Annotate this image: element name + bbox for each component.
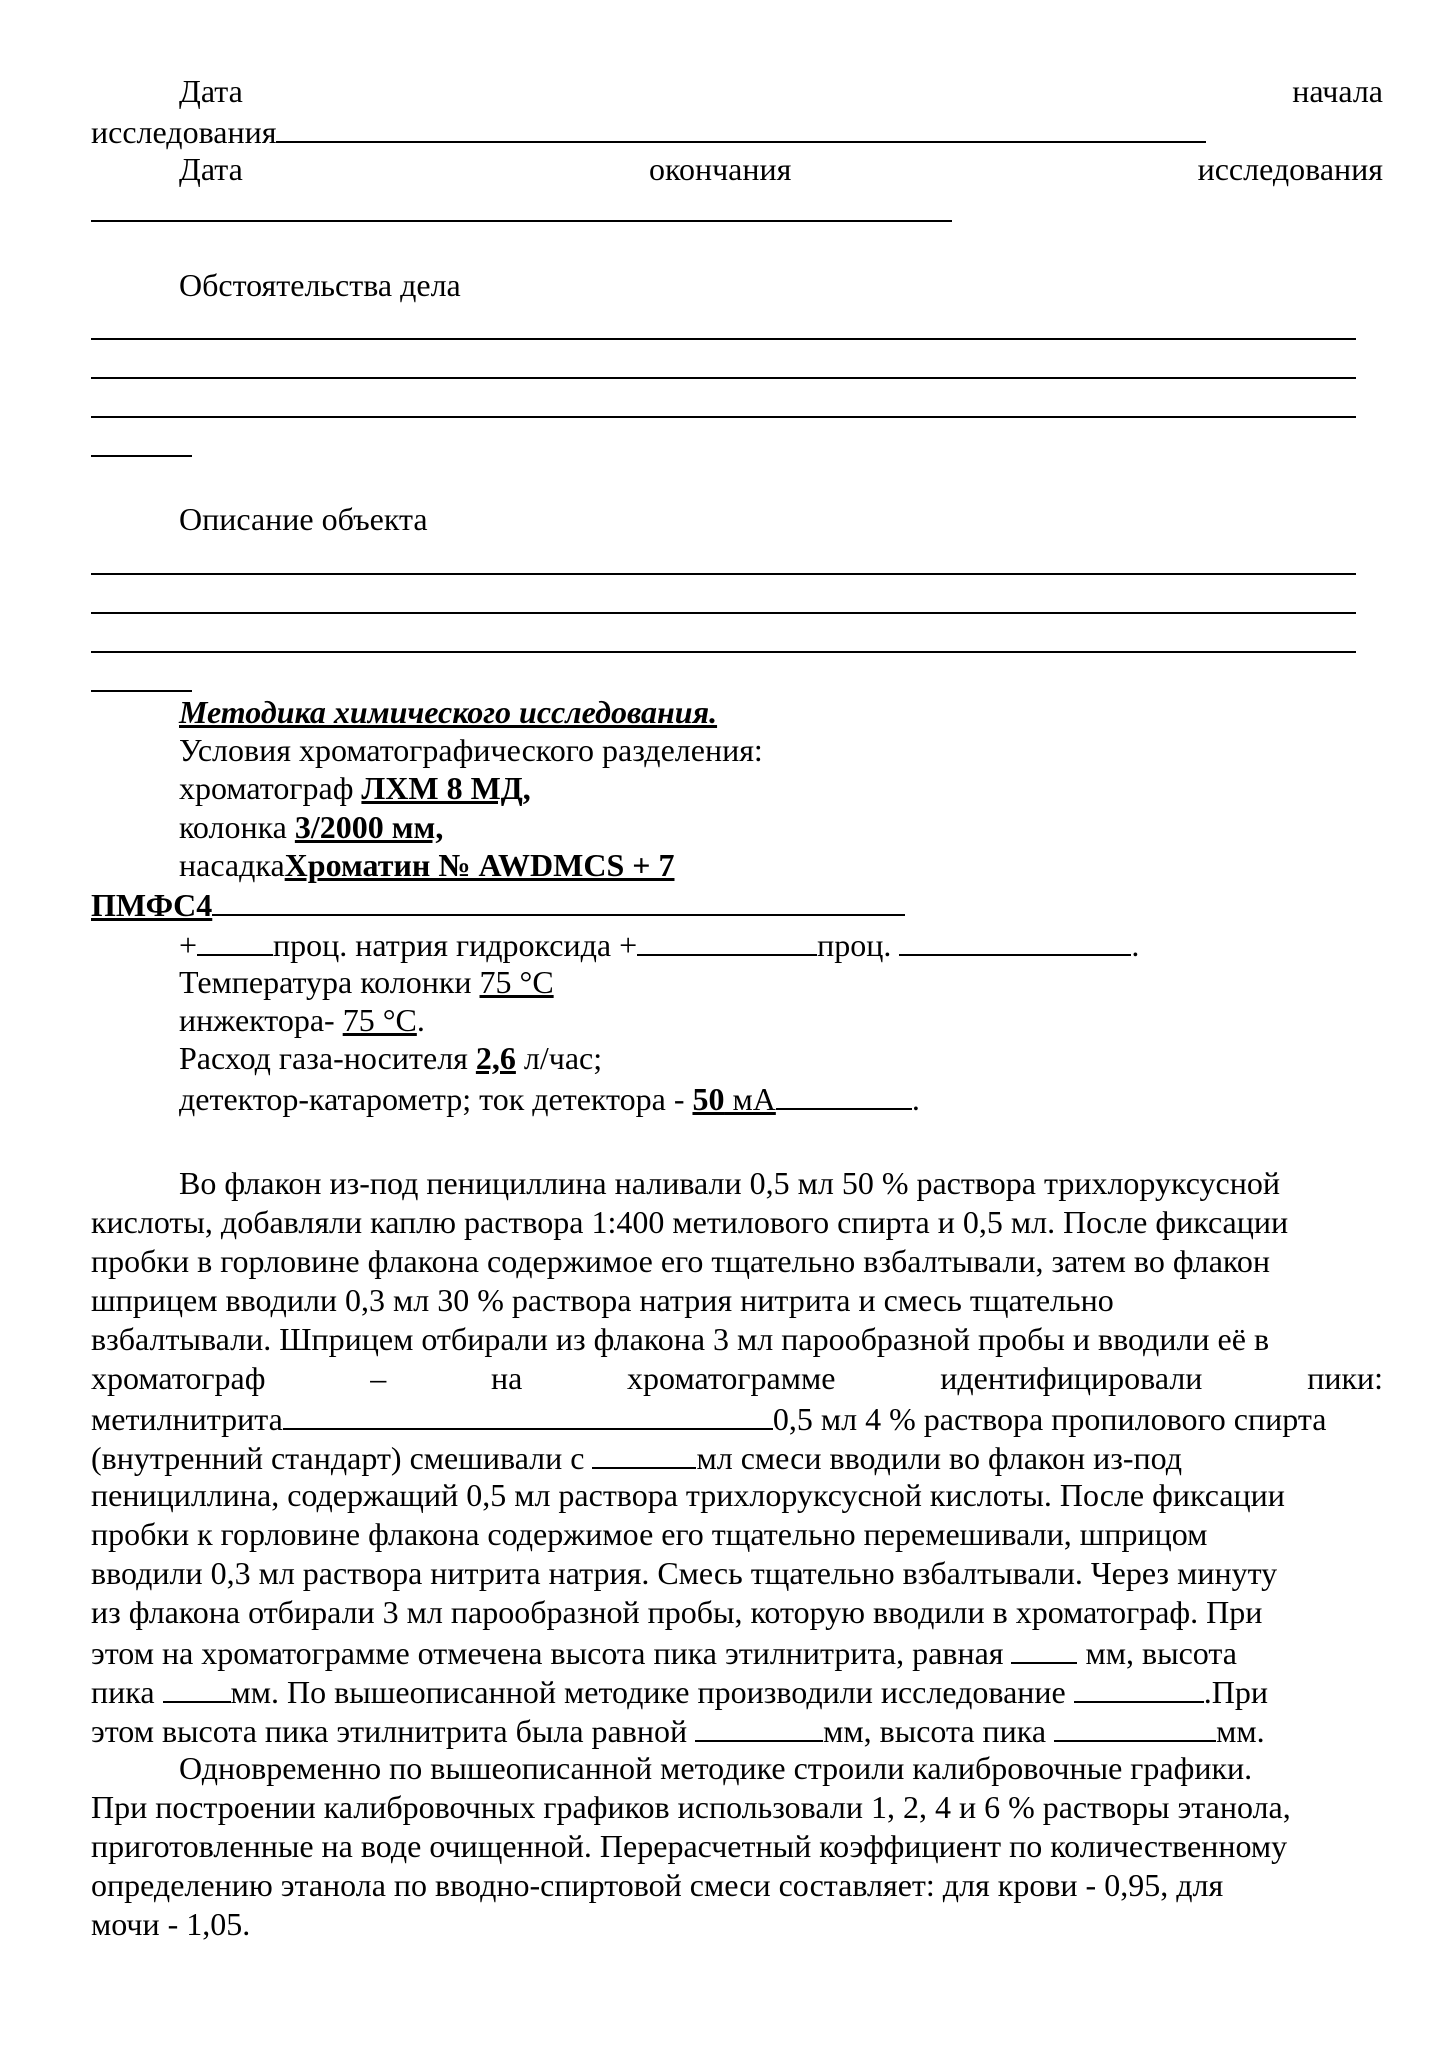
conditions-line <box>91 731 1383 769</box>
object-label: Описание объекта <box>179 501 428 537</box>
body-text: Во флакон из-под пенициллина наливали 0,5 мл 50 % раствора трихлоруксусной <box>179 1165 1280 1201</box>
injector-temp-value: 75 °С <box>342 1002 417 1038</box>
reagent-proc: проц. <box>817 927 900 963</box>
method-title-line <box>91 693 1383 731</box>
case-label: Обстоятельства дела <box>179 267 461 303</box>
body-line <box>91 1827 1383 1865</box>
detector-label: детектор-катарометр; ток детектора - <box>179 1081 693 1117</box>
packing-field[interactable] <box>212 884 905 916</box>
body-text: приготовленные на воде очищенной. Перерасчетный коэффициент по количественному <box>91 1828 1288 1864</box>
body-text: мм, высота пика <box>823 1713 1055 1749</box>
body-text: пики: <box>1307 1360 1383 1396</box>
body-text: из флакона отбирали 3 мл парообразной пробы, которую вводили в хроматограф. При <box>91 1594 1263 1630</box>
body-line <box>91 1437 1383 1475</box>
end-date-word-3: исследования <box>1197 151 1383 187</box>
body-line <box>91 1164 1383 1202</box>
reagent-plus: + <box>179 927 198 963</box>
column-temp-label: Температура колонки <box>179 964 480 1000</box>
injector-temp-line <box>91 1001 1383 1039</box>
body-line <box>91 1359 1383 1397</box>
column-temp-value: 75 °С <box>479 964 554 1000</box>
body-text: кислоты, добавляли каплю раствора 1:400 метилового спирта и 0,5 мл. После фиксации <box>91 1204 1289 1240</box>
body-text: определению этанола по вводно-спиртовой смеси составляет: для крови - 0,95, для <box>91 1867 1224 1903</box>
body-line <box>91 1320 1383 1358</box>
detector-value: 50 <box>692 1081 725 1117</box>
body-text: мм, высота <box>1077 1635 1237 1671</box>
detector-unit: мА <box>724 1081 776 1117</box>
body-line <box>91 1749 1383 1787</box>
object-line-2[interactable] <box>91 612 1356 614</box>
reagent-mid: проц. натрия гидроксида + <box>273 927 638 963</box>
body-text: мм. По вышеописанной методике производили исследование <box>230 1674 1074 1710</box>
gas-flow-value: 2,6 <box>475 1040 516 1076</box>
end-date-word-2: окончания <box>649 151 792 187</box>
chromatograph-value: ЛХМ 8 МД, <box>361 770 531 806</box>
reagent-field-3[interactable] <box>899 924 1131 956</box>
ethylnitrite-height-field[interactable] <box>1011 1632 1077 1664</box>
packing-line-1 <box>91 846 1383 884</box>
body-line <box>91 1398 1383 1436</box>
body-text: мл смеси вводили во флакон из-под <box>696 1440 1182 1476</box>
packing-value-2: ПМФС4 <box>91 887 213 923</box>
body-line <box>91 1593 1383 1631</box>
column-value: 3/2000 мм, <box>294 809 444 845</box>
body-line <box>91 1476 1383 1514</box>
body-line <box>91 1632 1383 1670</box>
body-text: пенициллина, содержащий 0,5 мл раствора трихлоруксусной кислоты. После фиксации <box>91 1477 1285 1513</box>
body-line <box>91 1866 1383 1904</box>
body-line <box>91 1203 1383 1241</box>
injector-temp-label: инжектора- <box>179 1002 343 1038</box>
reagent-dot: . <box>1131 927 1140 963</box>
body-line <box>91 1788 1383 1826</box>
detector-end: . <box>911 1081 920 1117</box>
packing-label: насадка <box>179 847 285 883</box>
start-date-line-1 <box>91 72 1383 110</box>
body-line <box>91 1710 1383 1748</box>
body-line <box>91 1281 1383 1319</box>
gas-flow-label: Расход газа-носителя <box>179 1040 476 1076</box>
body-line <box>91 1905 1383 1943</box>
body-text: на <box>490 1360 523 1396</box>
mixture-volume-field[interactable] <box>592 1437 696 1469</box>
column-temp-line <box>91 963 1383 1001</box>
object-line-3[interactable] <box>91 651 1356 653</box>
body-text: метилнитрита <box>91 1401 283 1437</box>
body-text: мм. <box>1216 1713 1265 1749</box>
body-text: хроматограмме <box>627 1360 836 1396</box>
start-date-line-2 <box>91 111 1383 149</box>
case-heading <box>91 266 1383 304</box>
packing-line-2 <box>91 884 1383 922</box>
case-line-4[interactable] <box>91 455 192 457</box>
body-text: (внутренний стандарт) смешивали с <box>91 1440 593 1476</box>
body-text: 0,5 мл 4 % раствора пропилового спирта <box>772 1401 1327 1437</box>
case-line-3[interactable] <box>91 416 1356 418</box>
case-line-1[interactable] <box>91 338 1356 340</box>
body-text: идентифицировали <box>940 1360 1203 1396</box>
body-text: этом на хроматограмме отмечена высота пика этилнитрита, равная <box>91 1635 1012 1671</box>
body-text: При построении калибровочных графиков использовали 1, 2, 4 и 6 % растворы этанола, <box>91 1789 1291 1825</box>
column-line <box>91 808 1383 846</box>
research-object-field[interactable] <box>1074 1671 1204 1703</box>
reagent-line <box>91 924 1383 962</box>
column-label: колонка <box>179 809 295 845</box>
case-line-2[interactable] <box>91 377 1356 379</box>
body-line <box>91 1515 1383 1553</box>
reagent-field-1[interactable] <box>197 924 273 956</box>
body-text: – <box>370 1360 387 1396</box>
body-text: хроматограф <box>91 1360 266 1396</box>
body-text: .При <box>1203 1674 1268 1710</box>
method-title: Методика химического исследования. <box>179 694 718 730</box>
gas-flow-line <box>91 1039 1383 1077</box>
detector-field[interactable] <box>776 1078 912 1110</box>
body-text: пика <box>91 1674 163 1710</box>
object-line-4[interactable] <box>91 690 192 692</box>
body-line <box>91 1242 1383 1280</box>
end-date-field[interactable] <box>91 220 952 222</box>
body-text: вводили 0,3 мл раствора нитрита натрия. Смесь тщательно взбалтывали. Через минуту <box>91 1555 1278 1591</box>
body-text: взбалтывали. Шприцем отбирали из флакона 3 мл парообразной пробы и вводили её в <box>91 1321 1270 1357</box>
chromatograph-label: хроматограф <box>179 770 362 806</box>
peak-height-2-field[interactable] <box>1054 1710 1216 1742</box>
end-date-line-1 <box>91 150 1383 188</box>
detector-line <box>91 1078 1383 1116</box>
conditions-text: Условия хроматографического разделения: <box>179 732 763 768</box>
gas-flow-unit: л/час; <box>515 1040 603 1076</box>
body-line <box>91 1671 1383 1709</box>
start-date-word-1: Дата <box>179 73 243 109</box>
body-text: мочи - 1,05. <box>91 1906 251 1942</box>
end-date-word-1: Дата <box>179 151 243 187</box>
packing-value-1: Хроматин № AWDMCS + 7 <box>284 847 675 883</box>
body-line <box>91 1554 1383 1592</box>
object-line-1[interactable] <box>91 573 1356 575</box>
peak-height-field[interactable] <box>163 1671 231 1703</box>
start-date-field[interactable] <box>276 111 1206 143</box>
ethylnitrite-height-2-field[interactable] <box>695 1710 823 1742</box>
injector-temp-end: . <box>416 1002 425 1038</box>
reagent-field-2[interactable] <box>637 924 817 956</box>
chromatograph-line <box>91 769 1383 807</box>
body-text: Одновременно по вышеописанной методике строили калибровочные графики. <box>179 1750 1253 1786</box>
body-text: пробки к горловине флакона содержимое его тщательно перемешивали, шприцом <box>91 1516 1208 1552</box>
body-text: этом высота пика этилнитрита была равной <box>91 1713 696 1749</box>
start-date-word-3: исследования <box>91 114 277 150</box>
methylnitrite-field[interactable] <box>283 1398 773 1430</box>
object-heading <box>91 500 1383 538</box>
start-date-word-2: начала <box>1292 73 1383 109</box>
body-text: шприцем вводили 0,3 мл 30 % раствора натрия нитрита и смесь тщательно <box>91 1282 1114 1318</box>
body-text: пробки в горловине флакона содержимое его тщательно взбалтывали, затем во флакон <box>91 1243 1270 1279</box>
